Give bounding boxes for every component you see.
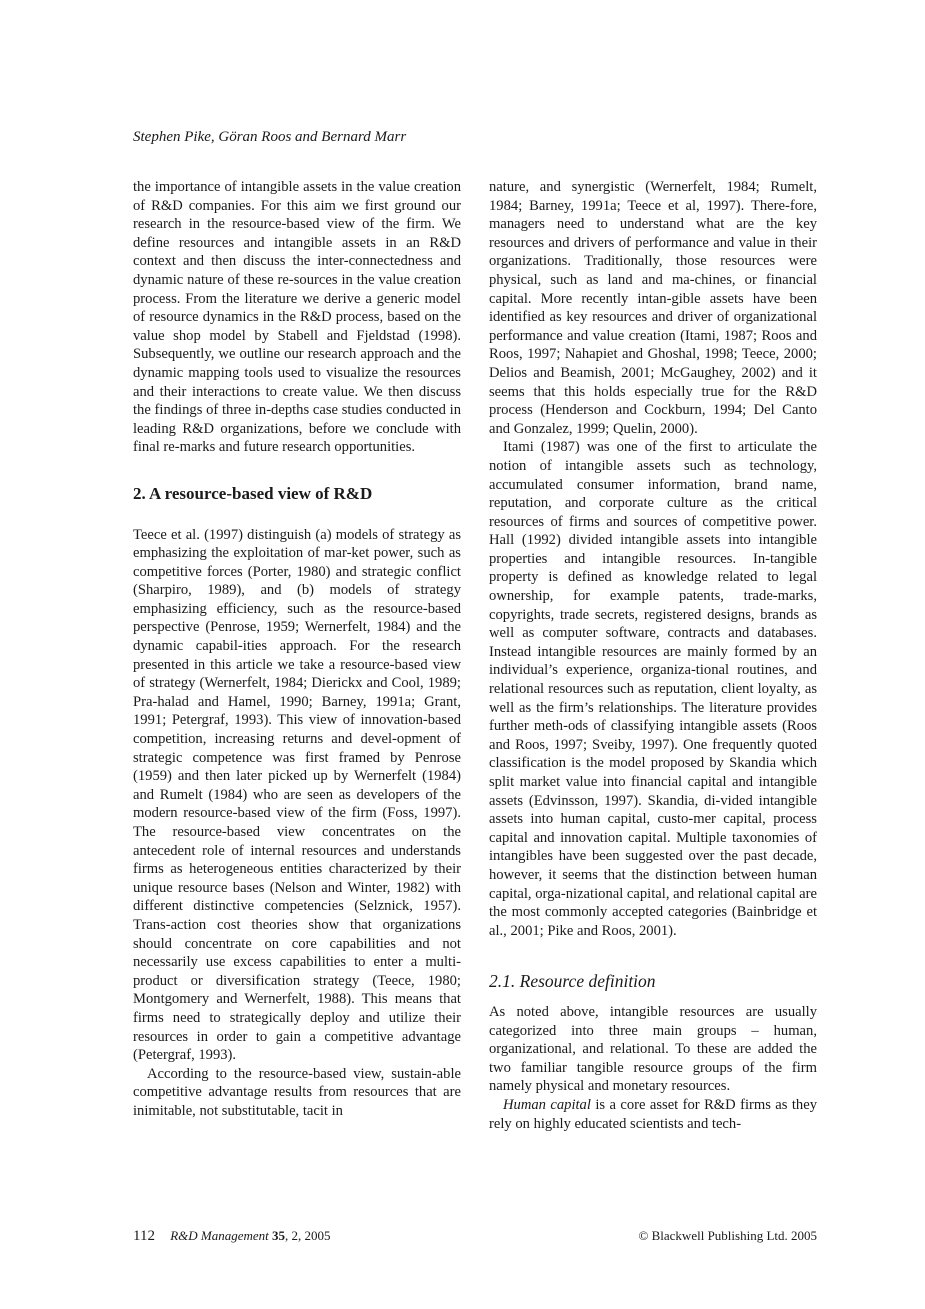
paragraph-itami: Itami (1987) was one of the first to articulate the notion of intangible assets such as technology, accumulated consumer information, brand name, reputation, and corporate culture as the critical resources of firms and sources of competitive power. Hall (1992) divided intangible assets into intangible properties and intangible resources. In-tangible property is defined as knowledge related to legal ownership, for example patents, trade-marks, copyrights, trade secrets, registered designs, brands as well as computer software, contracts and databases. Instead intangible resources are mainly formed by an individual’s experience, organiza-tional routines, and relational resources such as reputation, client loyalty, as well as the firm’s relationships. The literature provides further meth-ods of classifying intangible assets (Roos and Roos, 1997; Sveiby, 1997). One frequently quoted classification is the model proposed by Skandia which split market value into financial capital and intangible assets (Edvinsson, 1997). Skandia, di-vided intangible assets into human capital, custo-mer capital, process capital and innovation capital. Multiple taxonomies of intangibles have been suggested over the past decade, however, it seems that the distinction between human capital, orga-nizational capital, and relational capital are the most commonly accepted categories (Bainbridge et al., 2001; Pike and Roos, 2001). [489, 439, 817, 939]
paragraph-human-capital [489, 1096, 817, 1133]
journal-issue-year: , 2, 2005 [285, 1228, 331, 1243]
left-column [133, 178, 461, 1121]
paragraph-according: According to the resource-based view, sustain-able competitive advantage results from resources that are inimitable, not substitutable, tacit in [133, 1065, 461, 1119]
paragraph-nature: nature, and synergistic (Wernerfelt, 1984; Rumelt, 1984; Barney, 1991a; Teece et al, 1997). There-fore, managers need to understand what are the key resources and drivers of performance and value in their organizations. Traditionally, those resources were physical, such as land and ma-chines, or financial capital. More recently intan-gible assets have been identified as key resources and driver of organizational performance and value creation (Itami, 1987; Roos and Roos, 1997; Nahapiet and Ghoshal, 1998; Teece, 2000; Delios and Beamish, 2001; McGaughey, 2002) and it seems that this holds especially true for the R&D process (Henderson and Cockburn, 1994; Del Canto and Gonzalez, 1999; Quelin, 2000). [489, 179, 817, 437]
right-column [489, 178, 817, 1133]
running-head: Stephen Pike, Göran Roos and Bernard Marr [133, 129, 407, 145]
human-capital-text: is a core asset for R&D firms as they rely on highly educated scientists and tech- [489, 1096, 817, 1132]
subsection-heading: 2.1. Resource definition [489, 971, 656, 992]
human-capital-term: Human capital [503, 1096, 591, 1113]
paragraph-intro: the importance of intangible assets in the value creation of R&D companies. For this aim we first ground our research in the resource-based view of the firm. We define resources and intangible assets in an R&D context and then discuss the inter-connectedness and dynamic nature of these re-sources in the value creation process. From the literature we derive a generic model of resource dynamics in the R&D process, based on the value shop model by Stabell and Fjeldstad (1998). Subsequently, we outline our research approach and the dynamic mapping tools used to visualize the resources and their interactions to create value. We then discuss the findings of three in-depths case studies conducted in leading R&D organizations, before we conclude with final re-marks and future research opportunities. [133, 179, 461, 456]
journal-name: R&D Management [170, 1228, 269, 1243]
paragraph-noted: As noted above, intangible resources are usually categorized into three main groups – human, organizational, and relational. To these are added the two familiar tangible resource groups of the firm namely physical and monetary resources. [489, 1003, 817, 1095]
journal-volume: 35 [272, 1228, 286, 1243]
section-heading: 2. A resource-based view of R&D [133, 483, 373, 503]
page-number: 112 [133, 1228, 155, 1244]
footer-left [133, 1228, 331, 1245]
paragraph-teece: Teece et al. (1997) distinguish (a) models of strategy as emphasizing the exploitation of mar-ket power, such as competitive forces (Porter, 1980) and strategic conflict (Sharpiro, 1989), and (b) models of strategy emphasizing efficiency, such as the resource-based perspective (Penrose, 1959; Wernerfelt, 1984) and the dynamic capabil-ities approach. For the research presented in this article we take a resource-based view of strategy (Wernerfelt, 1984; Dierickx and Cool, 1989; Pra-halad and Hamel, 1990; Barney, 1991a; Grant, 1991; Petergraf, 1993). This view of innovation-based competition, increasing returns and devel-opment of strategic competence was first framed by Penrose (1959) and then later picked up by Wernerfelt (1984) and Rumelt (1984) who are seen as developers of the modern resource-based view of the firm (Foss, 1997). The resource-based view concentrates on the antecedent role of internal resources and understands firms as heterogeneous entities characterized by their unique resource bases (Nelson and Winter, 1982) with different distinctive competencies (Selznick, 1957). Trans-action cost theories show that organizations should concentrate on core capabilities and not necessarily use excess capabilities to enter a multi-product or diversification strategy (Teece, 1980; Montgomery and Wernerfelt, 1988). This means that firms need to strategically deploy and utilize their resources in order to gain a competitive advantage (Petergraf, 1993). [133, 526, 461, 1064]
footer-copyright: © Blackwell Publishing Ltd. 2005 [638, 1228, 817, 1243]
